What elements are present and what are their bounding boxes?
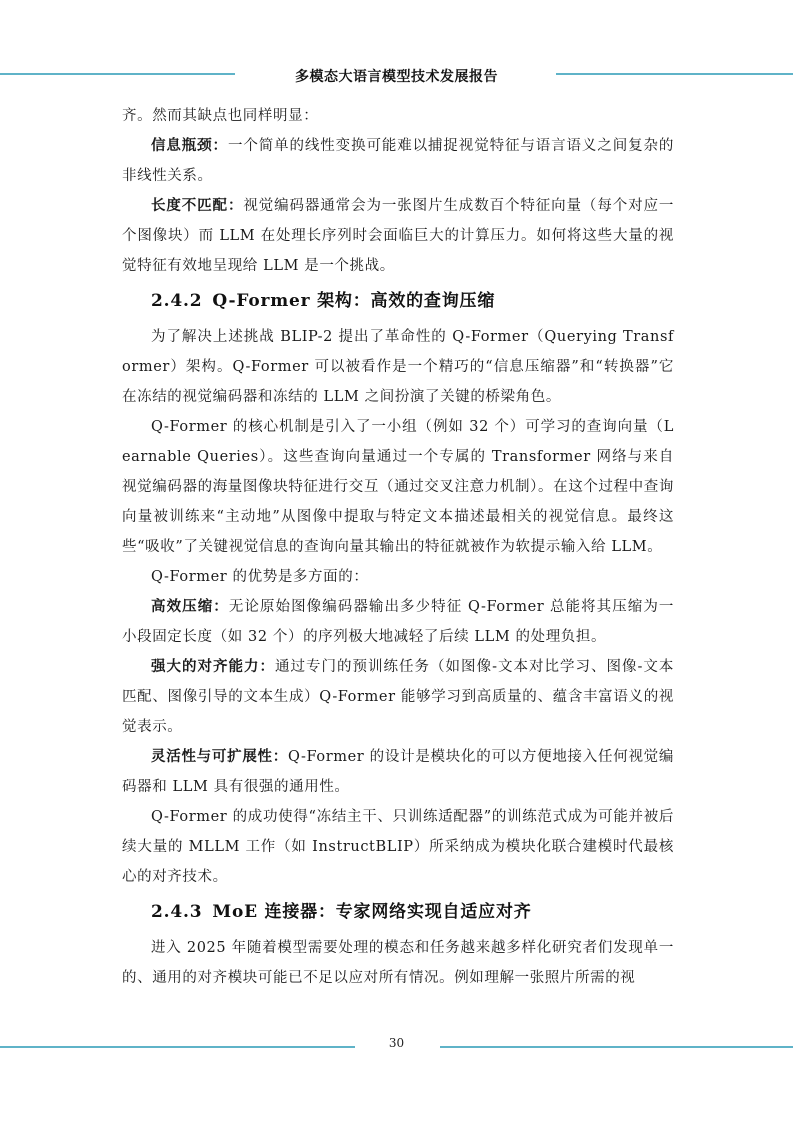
header-title: 多模态大语言模型技术发展报告 (295, 69, 498, 85)
paragraph-term: 高效压缩： (151, 598, 229, 615)
page-body (122, 101, 674, 993)
paragraph-term: 信息瓶颈： (151, 137, 228, 154)
section-title: Q-Former 架构：高效的查询压缩 (212, 291, 496, 311)
section-number: 2.4.2 (151, 291, 203, 311)
paragraph-text: 无论原始图像编码器输出多少特征 Q-Former 总能将其压缩为一小段固定长度（如 32 个）的序列极大地减轻了后续 LLM 的处理负担。 (122, 599, 674, 645)
section-heading (122, 892, 674, 933)
paragraph-text: Q-Former 的设计是模块化的可以方便地接入任何视觉编码器和 LLM 具有很强的通用性。 (122, 749, 674, 795)
page-number: 30 (388, 1036, 405, 1050)
section-number: 2.4.3 (151, 902, 203, 922)
paragraph (122, 101, 674, 131)
paragraph-text: 一个简单的线性变换可能难以捕捉视觉特征与语言语义之间复杂的非线性关系。 (122, 138, 674, 184)
paragraph (122, 652, 674, 742)
paragraph-text: 进入 2025 年随着模型需要处理的模态和任务越来越多样化研究者们发现单一的、通用的对齐模块可能已不足以应对所有情况。例如理解一张照片所需的视 (122, 940, 674, 986)
paragraph (122, 562, 674, 592)
paragraph-text: Q-Former 的成功使得“冻结主干、只训练适配器”的训练范式成为可能并被后续大量的 MLLM 工作（如 InstructBLIP）所采纳成为模块化联合建模时代最核心的对齐技术。 (122, 809, 674, 885)
paragraph-text: 为了解决上述挑战 BLIP-2 提出了革命性的 Q-Former（Querying Transformer）架构。Q-Former 可以被看作是一个精巧的“信息压缩器”和“转换器”它在冻结的视觉编码器和冻结的 LLM 之间扮演了关键的桥梁角色。 (122, 329, 674, 405)
paragraph (122, 131, 674, 191)
paragraph (122, 191, 674, 281)
section-title: MoE 连接器：专家网络实现自适应对齐 (212, 902, 532, 922)
paragraph (122, 322, 674, 412)
paragraph (122, 933, 674, 993)
paragraph-term: 长度不匹配： (151, 197, 244, 214)
paragraph-term: 灵活性与可扩展性： (151, 748, 289, 765)
header-rule-right (556, 73, 793, 75)
paragraph (122, 412, 674, 562)
footer-rule-right (440, 1046, 793, 1048)
paragraph-text: 视觉编码器通常会为一张图片生成数百个特征向量（每个对应一个图像块）而 LLM 在处理长序列时会面临巨大的计算压力。如何将这些大量的视觉特征有效地呈现给 LLM 是一个挑战。 (122, 198, 674, 274)
paragraph-term: 强大的对齐能力： (151, 658, 276, 675)
paragraph (122, 742, 674, 802)
paragraph (122, 592, 674, 652)
paragraph-text: Q-Former 的优势是多方面的： (151, 569, 369, 585)
paragraph (122, 802, 674, 892)
paragraph-text: 通过专门的预训练任务（如图像-文本对比学习、图像-文本匹配、图像引导的文本生成）Q-Former 能够学习到高质量的、蕴含丰富语义的视觉表示。 (122, 659, 674, 735)
paragraph-text: 齐。然而其缺点也同样明显： (122, 108, 319, 124)
section-heading (122, 281, 674, 322)
paragraph-text: Q-Former 的核心机制是引入了一小组（例如 32 个）可学习的查询向量（Learnable Queries）。这些查询向量通过一个专属的 Transformer 网络与来自视觉编码器的海量图像块特征进行交互（通过交叉注意力机制）。在这个过程中查询向量被训练来“主动地”从图像中提取与特定文本描述最相关的视觉信息。最终这些“吸收”了关键视觉信息的查询向量其输出的特征就被作为软提示输入给 LLM。 (122, 419, 674, 555)
